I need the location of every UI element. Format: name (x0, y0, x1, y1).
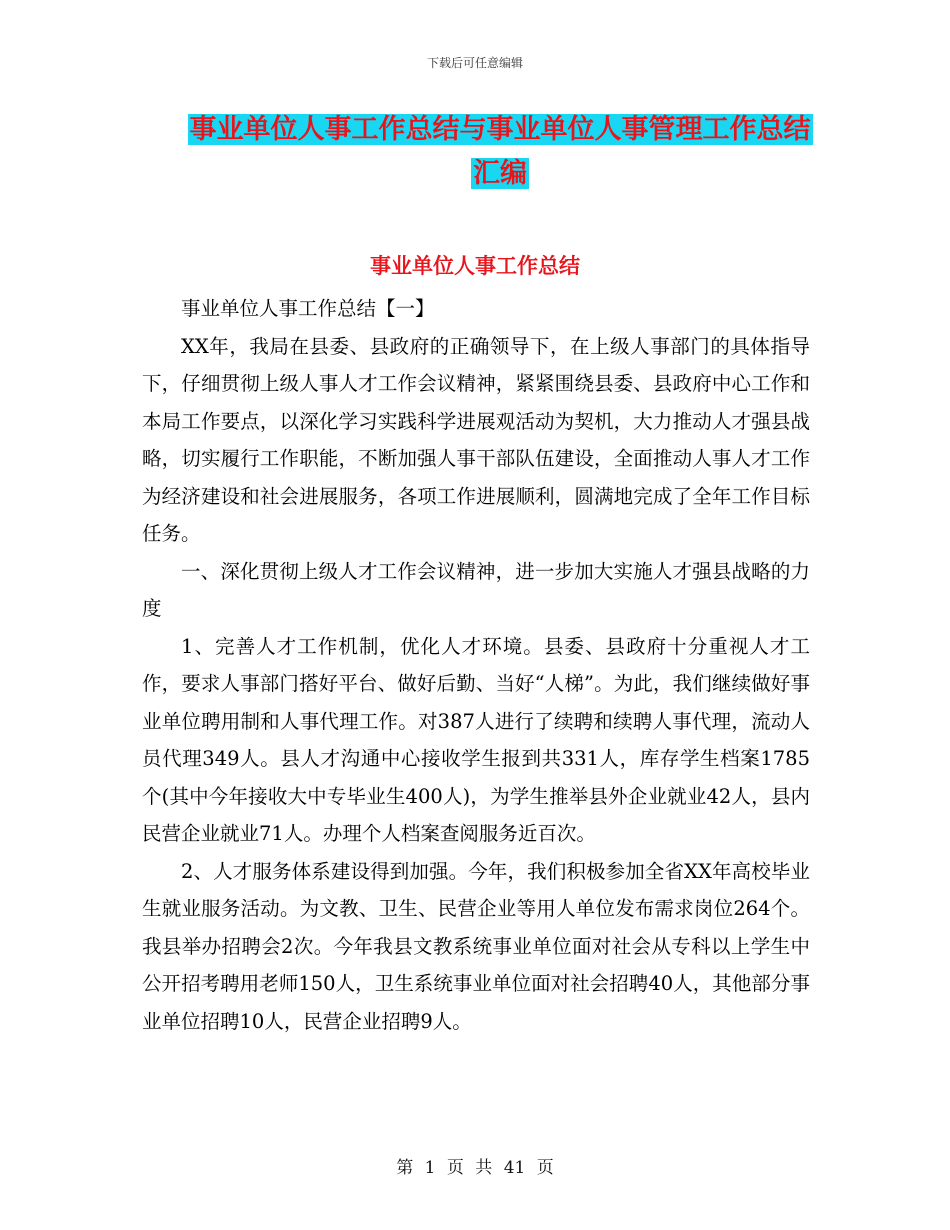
document-title (150, 108, 850, 196)
document-body (142, 290, 810, 1040)
section-title: 事业单位人事工作总结 (370, 254, 580, 278)
paragraph: 1、完善人才工作机制，优化人才环境。县委、县政府十分重视人才工作，要求人事部门搭好平台、做好后勤、当好“人梯”。为此，我们继续做好事业单位聘用制和人事代理工作。对387人进行了续聘和续聘人事代理，流动人员代理349人。县人才沟通中心接收学生报到共331人，库存学生档案1785个(其中今年接收大中专毕业生400人)，为学生推举县外企业就业42人，县内民营企业就业71人。办理个人档案查阅服务近百次。 (142, 634, 810, 845)
page-number-footer: 第 1 页 共 41 页 (396, 1158, 554, 1178)
paragraph: XX年，我局在县委、县政府的正确领导下，在上级人事部门的具体指导下，仔细贯彻上级人事人才工作会议精神，紧紧围绕县委、县政府中心工作和本局工作要点，以深化学习实践科学进展观活动为契机，大力推动人才强县战略，切实履行工作职能，不断加强人事干部队伍建设，全面推动人事人才工作为经济建设和社会进展服务，各项工作进展顺利，圆满地完成了全年工作目标任务。 (142, 334, 810, 545)
paragraph-heading: 一、深化贯彻上级人才工作会议精神，进一步加大实施人才强县战略的力度 (142, 559, 810, 620)
page-header-note: 下载后可任意编辑 (426, 56, 523, 70)
document-title-line-2: 汇编 (473, 158, 527, 189)
paragraph: 2、人才服务体系建设得到加强。今年，我们积极参加全省XX年高校毕业生就业服务活动。为文教、卫生、民营企业等用人单位发布需求岗位264个。我县举办招聘会2次。今年我县文教系统事业单位面对社会从专科以上学生中公开招考聘用老师150人，卫生系统事业单位面对社会招聘40人，其他部分事业单位招聘10人，民营企业招聘9人。 (142, 859, 810, 1033)
document-title-line-1: 事业单位人事工作总结与事业单位人事管理工作总结 (189, 114, 811, 145)
paragraph-subheading: 事业单位人事工作总结【一】 (181, 297, 435, 320)
